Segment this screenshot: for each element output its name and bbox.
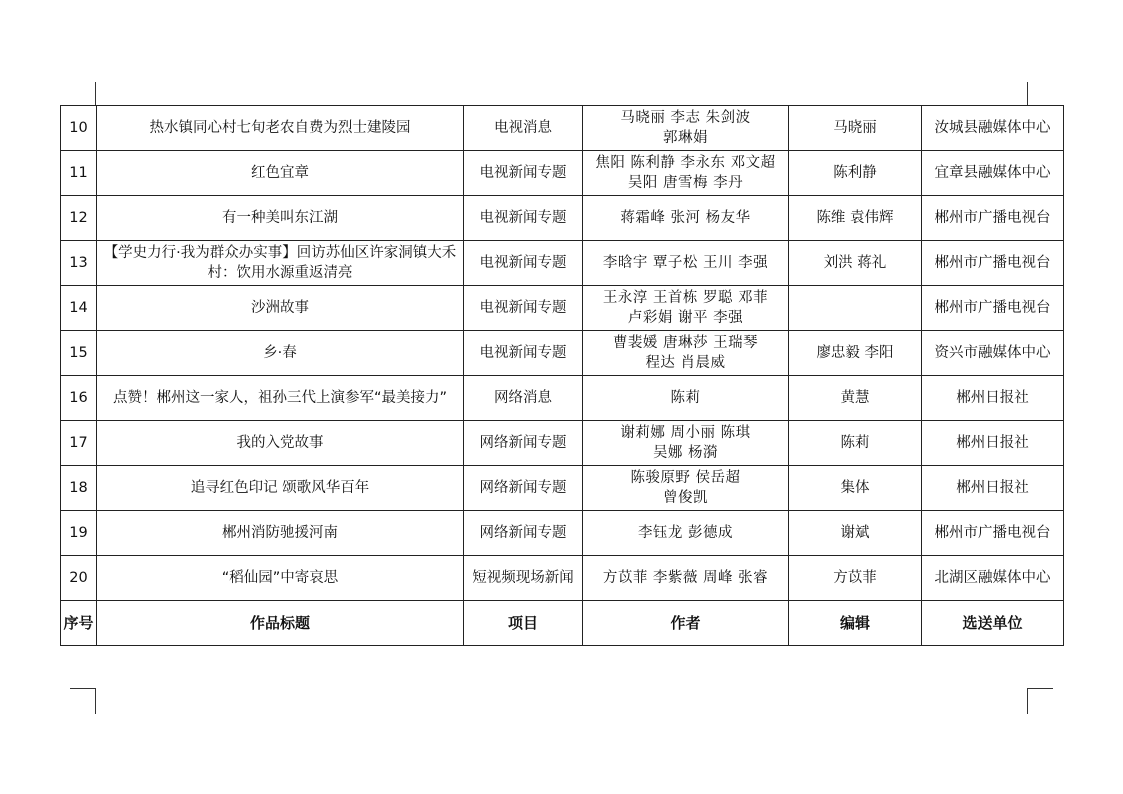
cell-index: 14 [61, 286, 97, 331]
cell-editor: 陈利静 [789, 151, 922, 196]
cell-category: 电视新闻专题 [464, 286, 583, 331]
header-index: 序号 [61, 601, 97, 646]
cell-category: 网络消息 [464, 376, 583, 421]
cell-unit: 北湖区融媒体中心 [922, 556, 1064, 601]
cell-unit: 资兴市融媒体中心 [922, 331, 1064, 376]
cell-title: 热水镇同心村七旬老农自费为烈士建陵园 [97, 106, 464, 151]
cell-title: 有一种美叫东江湖 [97, 196, 464, 241]
cell-category: 电视新闻专题 [464, 331, 583, 376]
cell-category: 网络新闻专题 [464, 421, 583, 466]
table-body [61, 106, 1064, 601]
crop-mark-bottom-right-v [1027, 688, 1028, 714]
crop-mark-bottom-right-h [1027, 688, 1053, 689]
crop-mark-bottom-left-v [95, 688, 96, 714]
table-row [61, 241, 1064, 286]
cell-index: 13 [61, 241, 97, 286]
cell-authors: 马晓丽 李志 朱剑波 郭琳娟 [583, 106, 789, 151]
table-footer-header [61, 601, 1064, 646]
table-row [61, 556, 1064, 601]
header-title: 作品标题 [97, 601, 464, 646]
cell-editor: 廖忠毅 李阳 [789, 331, 922, 376]
crop-mark-bottom-left-h [70, 688, 96, 689]
cell-index: 12 [61, 196, 97, 241]
cell-editor: 黄慧 [789, 376, 922, 421]
cell-index: 20 [61, 556, 97, 601]
cell-unit: 郴州市广播电视台 [922, 511, 1064, 556]
cell-index: 10 [61, 106, 97, 151]
cell-editor: 马晓丽 [789, 106, 922, 151]
header-editor: 编辑 [789, 601, 922, 646]
cell-editor [789, 286, 922, 331]
cell-title: 【学史力行·我为群众办实事】回访苏仙区许家洞镇大禾村：饮用水源重返清亮 [97, 241, 464, 286]
awards-table [60, 105, 1064, 646]
table-row [61, 286, 1064, 331]
header-authors: 作者 [583, 601, 789, 646]
cell-authors: 曹裴媛 唐琳莎 王瑞琴 程达 肖晨威 [583, 331, 789, 376]
table-row [61, 376, 1064, 421]
cell-category: 电视消息 [464, 106, 583, 151]
cell-authors: 蒋霜峰 张河 杨友华 [583, 196, 789, 241]
cell-editor: 集体 [789, 466, 922, 511]
header-category: 项目 [464, 601, 583, 646]
table-row [61, 466, 1064, 511]
cell-category: 网络新闻专题 [464, 466, 583, 511]
cell-editor: 陈莉 [789, 421, 922, 466]
cell-authors: 方苡菲 李紫薇 周峰 张睿 [583, 556, 789, 601]
cell-unit: 宜章县融媒体中心 [922, 151, 1064, 196]
cell-title: 追寻红色印记 颂歌风华百年 [97, 466, 464, 511]
cell-index: 18 [61, 466, 97, 511]
cell-authors: 焦阳 陈利静 李永东 邓文超 吴阳 唐雪梅 李丹 [583, 151, 789, 196]
cell-category: 电视新闻专题 [464, 241, 583, 286]
table-row [61, 196, 1064, 241]
cell-title: 沙洲故事 [97, 286, 464, 331]
cell-title: 点赞！郴州这一家人，祖孙三代上演参军“最美接力” [97, 376, 464, 421]
table-row [61, 331, 1064, 376]
cell-authors: 李晗宇 覃子松 王川 李强 [583, 241, 789, 286]
cell-unit: 汝城县融媒体中心 [922, 106, 1064, 151]
cell-title: 乡·春 [97, 331, 464, 376]
cell-authors: 陈莉 [583, 376, 789, 421]
cell-unit: 郴州日报社 [922, 466, 1064, 511]
cell-index: 11 [61, 151, 97, 196]
crop-mark-top-left-v [95, 82, 96, 106]
cell-index: 16 [61, 376, 97, 421]
cell-index: 17 [61, 421, 97, 466]
cell-title: “稻仙园”中寄哀思 [97, 556, 464, 601]
cell-unit: 郴州日报社 [922, 376, 1064, 421]
cell-unit: 郴州市广播电视台 [922, 241, 1064, 286]
cell-authors: 王永淳 王首栋 罗聪 邓菲 卢彩娟 谢平 李强 [583, 286, 789, 331]
cell-unit: 郴州市广播电视台 [922, 286, 1064, 331]
cell-category: 网络新闻专题 [464, 511, 583, 556]
cell-index: 15 [61, 331, 97, 376]
cell-category: 电视新闻专题 [464, 151, 583, 196]
cell-category: 短视频现场新闻 [464, 556, 583, 601]
table-row [61, 106, 1064, 151]
cell-unit: 郴州日报社 [922, 421, 1064, 466]
cell-category: 电视新闻专题 [464, 196, 583, 241]
cell-authors: 李钰龙 彭德成 [583, 511, 789, 556]
cell-editor: 陈维 袁伟辉 [789, 196, 922, 241]
crop-mark-top-right-v [1027, 82, 1028, 106]
column-header-row [61, 601, 1064, 646]
cell-unit: 郴州市广播电视台 [922, 196, 1064, 241]
cell-authors: 陈骏原野 侯岳超 曾俊凯 [583, 466, 789, 511]
cell-title: 红色宜章 [97, 151, 464, 196]
header-unit: 选送单位 [922, 601, 1064, 646]
cell-editor: 谢斌 [789, 511, 922, 556]
cell-authors: 谢莉娜 周小丽 陈琪 吴娜 杨漪 [583, 421, 789, 466]
cell-editor: 方苡菲 [789, 556, 922, 601]
cell-title: 郴州消防驰援河南 [97, 511, 464, 556]
cell-editor: 刘洪 蒋礼 [789, 241, 922, 286]
table-row [61, 511, 1064, 556]
cell-index: 19 [61, 511, 97, 556]
table-row [61, 421, 1064, 466]
table-row [61, 151, 1064, 196]
cell-title: 我的入党故事 [97, 421, 464, 466]
